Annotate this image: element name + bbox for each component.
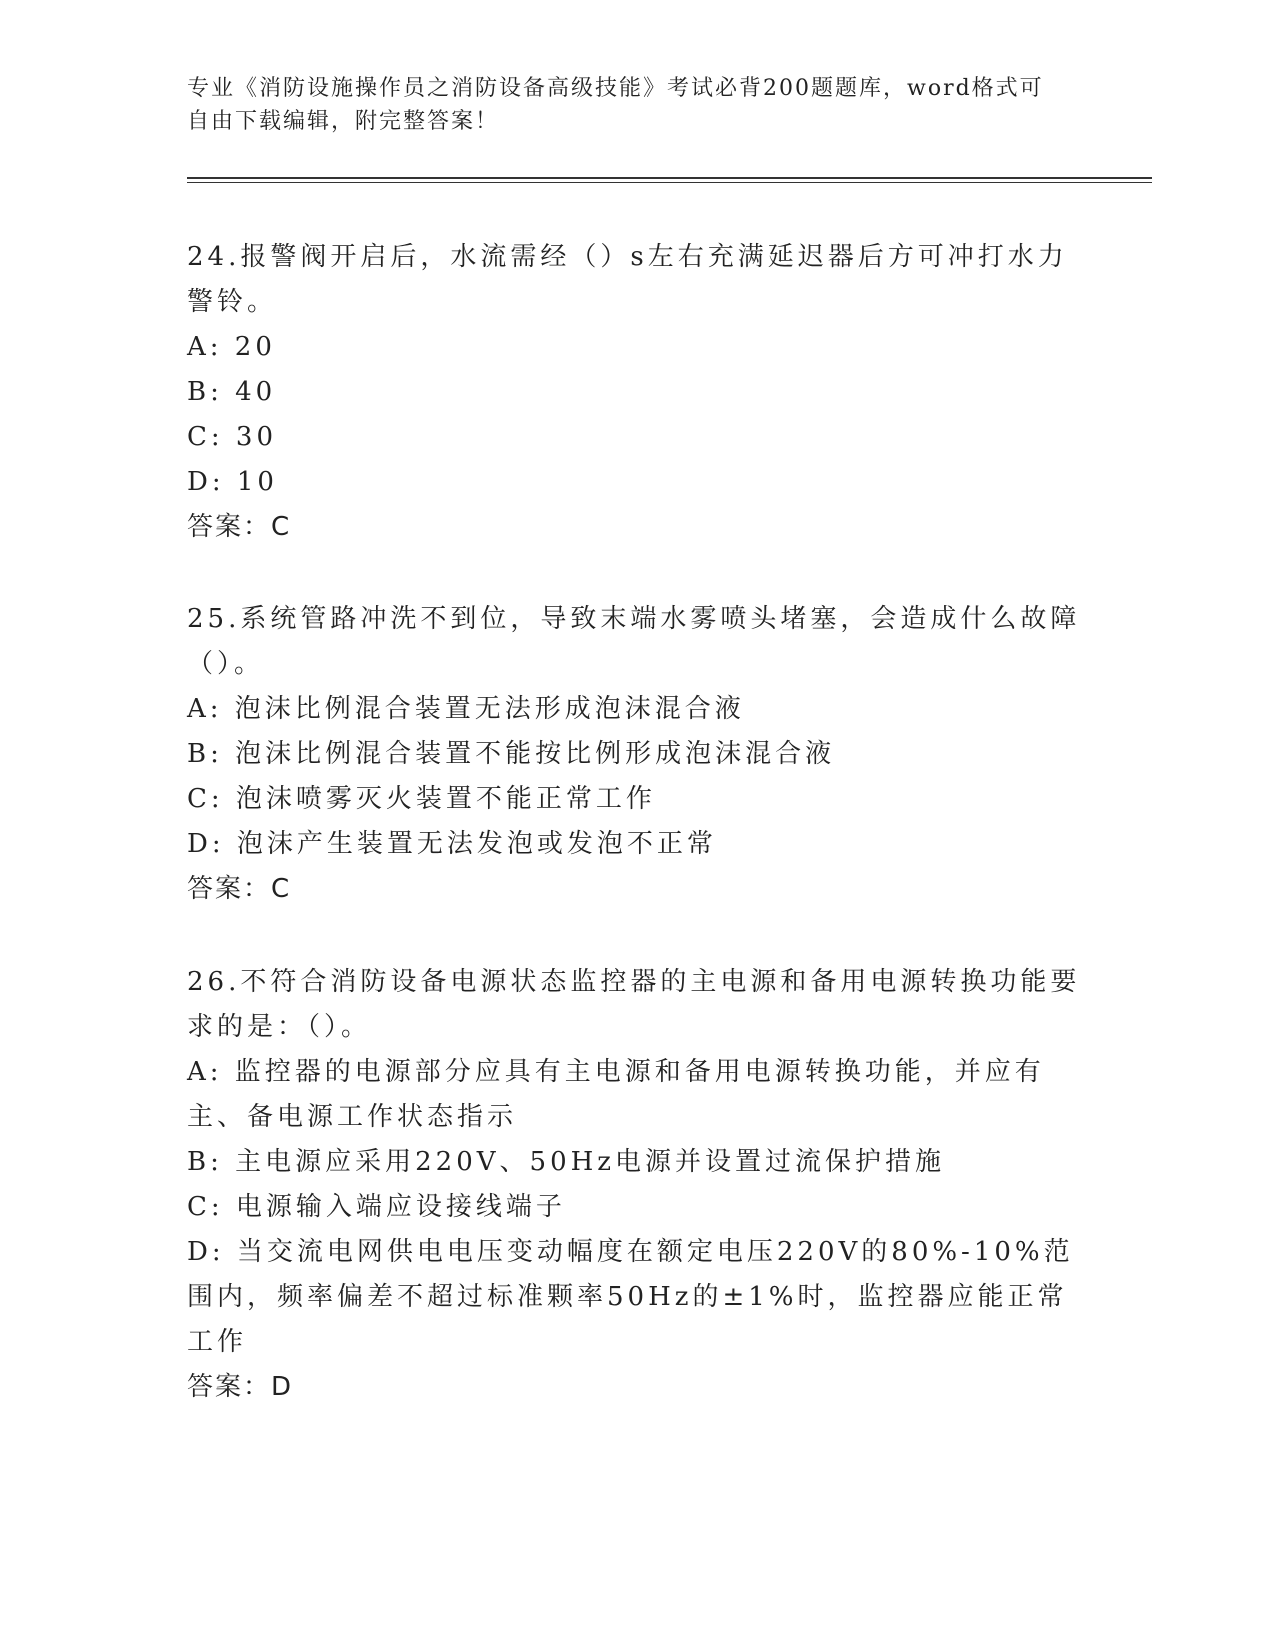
- option-d: D: 泡沫产生装置无法发泡或发泡不正常: [187, 829, 717, 859]
- question-25: [187, 597, 1087, 912]
- question-26: [187, 960, 1087, 1410]
- option-c: C: 电源输入端应设接线端子: [187, 1192, 566, 1222]
- option-c: C: 泡沫喷雾灭火装置不能正常工作: [187, 784, 656, 814]
- option-a: A: 泡沫比例混合装置无法形成泡沫混合液: [187, 694, 745, 724]
- option-b: B: 40: [187, 377, 277, 407]
- option-b: B: 泡沫比例混合装置不能按比例形成泡沫混合液: [187, 739, 836, 769]
- option-a: A: 监控器的电源部分应具有主电源和备用电源转换功能，并应有主、备电源工作状态指示: [187, 1057, 1045, 1132]
- header-divider-thin: [187, 182, 1152, 183]
- answer-label: 答案：C: [187, 512, 292, 542]
- option-b: B: 主电源应采用220V、50Hz电源并设置过流保护措施: [187, 1147, 945, 1177]
- answer-label: 答案：C: [187, 874, 292, 904]
- question-stem: 26.不符合消防设备电源状态监控器的主电源和备用电源转换功能要求的是：（）。: [187, 967, 1081, 1042]
- question-24: [187, 235, 1087, 550]
- question-stem: 24.报警阀开启后，水流需经（）s左右充满延迟器后方可冲打水力警铃。: [187, 242, 1068, 317]
- option-d: D: 10: [187, 467, 278, 497]
- option-c: C: 30: [187, 422, 278, 452]
- option-d: D: 当交流电网供电电压变动幅度在额定电压220V的80%-10%范围内，频率偏差不超过标准颗率50Hz的±1%时，监控器应能正常工作: [187, 1237, 1074, 1357]
- question-stem: 25.系统管路冲洗不到位，导致末端水雾喷头堵塞，会造成什么故障（）。: [187, 604, 1081, 679]
- header-divider-thick: [187, 177, 1152, 179]
- document-header: 专业《消防设施操作员之消防设备高级技能》考试必背200题题库，word格式可自由下载编辑，附完整答案！: [187, 76, 1044, 134]
- option-a: A: 20: [187, 332, 276, 362]
- answer-label: 答案：D: [187, 1372, 294, 1402]
